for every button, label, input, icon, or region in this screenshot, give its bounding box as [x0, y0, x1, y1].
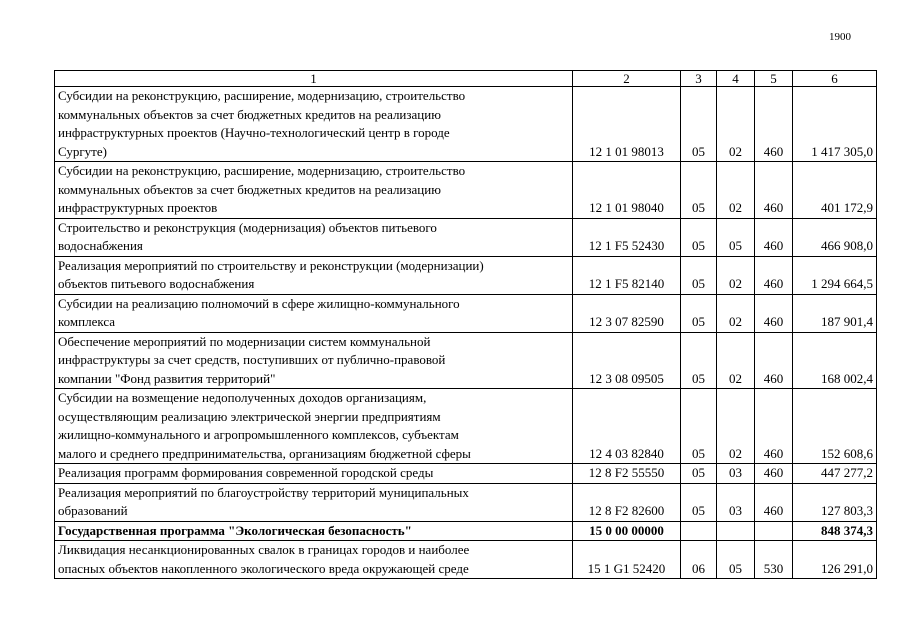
table-row	[55, 389, 877, 464]
table-row	[55, 87, 877, 162]
description-line: инфраструктуры за счет средств, поступивших от публично-правовой	[58, 352, 446, 367]
description-line: Субсидии на реализацию полномочий в сфере жилищно-коммунального	[58, 295, 460, 311]
row-section	[681, 521, 717, 541]
row-code: 15 1 G1 52420	[573, 541, 681, 579]
row-section: 05	[681, 294, 717, 332]
table-row	[55, 483, 877, 521]
row-expense-type: 460	[755, 87, 793, 162]
row-amount: 466 908,0	[793, 218, 877, 256]
row-subsection	[717, 521, 755, 541]
row-expense-type: 460	[755, 332, 793, 389]
row-code: 12 4 03 82840	[573, 389, 681, 464]
row-subsection: 03	[717, 483, 755, 521]
row-code: 12 3 07 82590	[573, 294, 681, 332]
description-line: Сургуте)	[58, 143, 107, 159]
row-description	[55, 541, 573, 579]
table-row	[55, 464, 877, 484]
table-row	[55, 521, 877, 541]
row-code: 12 3 08 09505	[573, 332, 681, 389]
description-line: коммунальных объектов за счет бюджетных кредитов на реализацию	[58, 181, 441, 197]
budget-table	[54, 70, 877, 579]
row-section: 05	[681, 483, 717, 521]
description-line: Реализация мероприятий по строительству и реконструкции (модернизации)	[58, 257, 484, 273]
description-line: объектов питьевого водоснабжения	[58, 276, 255, 291]
description-line: Субсидии на реконструкцию, расширение, модернизацию, строительство	[58, 163, 466, 178]
column-header: 1	[55, 71, 573, 87]
description-line: Субсидии на возмещение недополученных доходов организациям,	[58, 390, 427, 405]
row-subsection: 05	[717, 218, 755, 256]
row-section: 05	[681, 389, 717, 464]
row-amount: 401 172,9	[793, 162, 877, 219]
row-section: 05	[681, 332, 717, 389]
table-row	[55, 541, 877, 579]
description-line: комплекса	[58, 314, 116, 329]
row-description	[55, 87, 573, 162]
description-line: Обеспечение мероприятий по модернизации систем коммунальной	[58, 333, 431, 349]
table-row	[55, 218, 877, 256]
description-line: Субсидии на реконструкцию, расширение, модернизацию, строительство	[58, 88, 466, 103]
description-line: Строительство и реконструкция (модернизация) объектов питьевого	[58, 219, 437, 235]
table-row	[55, 294, 877, 332]
row-amount: 1 417 305,0	[793, 87, 877, 162]
row-expense-type: 530	[755, 541, 793, 579]
description-line: компании "Фонд развития территорий"	[58, 370, 276, 386]
row-subsection: 05	[717, 541, 755, 579]
description-line: водоснабжения	[58, 238, 143, 253]
row-code: 12 8 F2 55550	[573, 464, 681, 484]
row-section: 06	[681, 541, 717, 579]
row-amount: 168 002,4	[793, 332, 877, 389]
row-description	[55, 464, 573, 484]
row-subsection: 02	[717, 294, 755, 332]
row-description	[55, 483, 573, 521]
row-expense-type: 460	[755, 483, 793, 521]
row-section: 05	[681, 218, 717, 256]
row-subsection: 02	[717, 256, 755, 294]
row-amount: 848 374,3	[793, 521, 877, 541]
row-expense-type: 460	[755, 218, 793, 256]
row-description	[55, 162, 573, 219]
column-header: 3	[681, 71, 717, 87]
row-description	[55, 218, 573, 256]
description-line: Ликвидация несанкционированных свалок в границах городов и наиболее	[58, 542, 470, 557]
row-expense-type: 460	[755, 389, 793, 464]
description-line: жилищно-коммунального и агропромышленного комплексов, субъектам	[58, 427, 459, 442]
row-description	[55, 332, 573, 389]
description-line: Реализация программ формирования современной городской среды	[58, 465, 434, 480]
row-code: 12 8 F2 82600	[573, 483, 681, 521]
description-line: малого и среднего предпринимательства, организациям бюджетной сферы	[58, 445, 471, 461]
row-amount: 447 277,2	[793, 464, 877, 484]
row-description	[55, 294, 573, 332]
row-expense-type: 460	[755, 464, 793, 484]
description-line: образований	[58, 503, 128, 518]
row-subsection: 02	[717, 389, 755, 464]
row-code: 12 1 F5 82140	[573, 256, 681, 294]
row-expense-type: 460	[755, 294, 793, 332]
row-code: 12 1 F5 52430	[573, 218, 681, 256]
row-subsection: 02	[717, 332, 755, 389]
row-expense-type: 460	[755, 162, 793, 219]
row-amount: 187 901,4	[793, 294, 877, 332]
description-line: Реализация мероприятий по благоустройству территорий муниципальных	[58, 484, 469, 500]
row-description	[55, 389, 573, 464]
row-amount: 1 294 664,5	[793, 256, 877, 294]
description-line: коммунальных объектов за счет бюджетных кредитов на реализацию	[58, 106, 441, 122]
row-code: 12 1 01 98040	[573, 162, 681, 219]
column-header: 5	[755, 71, 793, 87]
row-description	[55, 521, 573, 541]
row-expense-type	[755, 521, 793, 541]
table-header-row	[55, 71, 877, 87]
row-section: 05	[681, 87, 717, 162]
row-amount: 126 291,0	[793, 541, 877, 579]
row-amount: 152 608,6	[793, 389, 877, 464]
row-section: 05	[681, 464, 717, 484]
row-section: 05	[681, 256, 717, 294]
description-line: опасных объектов накопленного экологического вреда окружающей среде	[58, 560, 469, 576]
row-expense-type: 460	[755, 256, 793, 294]
column-header: 6	[793, 71, 877, 87]
row-description	[55, 256, 573, 294]
row-subsection: 03	[717, 464, 755, 484]
description-line: Государственная программа "Экологическая безопасность"	[58, 522, 412, 538]
row-code: 15 0 00 00000	[573, 521, 681, 541]
page-number: 1900	[829, 31, 851, 43]
table-row	[55, 256, 877, 294]
description-line: осуществляющим реализацию электрической энергии предприятиям	[58, 408, 441, 424]
row-section: 05	[681, 162, 717, 219]
column-header: 2	[573, 71, 681, 87]
row-code: 12 1 01 98013	[573, 87, 681, 162]
column-header: 4	[717, 71, 755, 87]
row-subsection: 02	[717, 87, 755, 162]
table-row	[55, 332, 877, 389]
description-line: инфраструктурных проектов (Научно-технологический центр в городе	[58, 125, 450, 140]
budget-table-body	[55, 71, 877, 579]
table-row	[55, 162, 877, 219]
description-line: инфраструктурных проектов	[58, 200, 218, 215]
row-amount: 127 803,3	[793, 483, 877, 521]
row-subsection: 02	[717, 162, 755, 219]
